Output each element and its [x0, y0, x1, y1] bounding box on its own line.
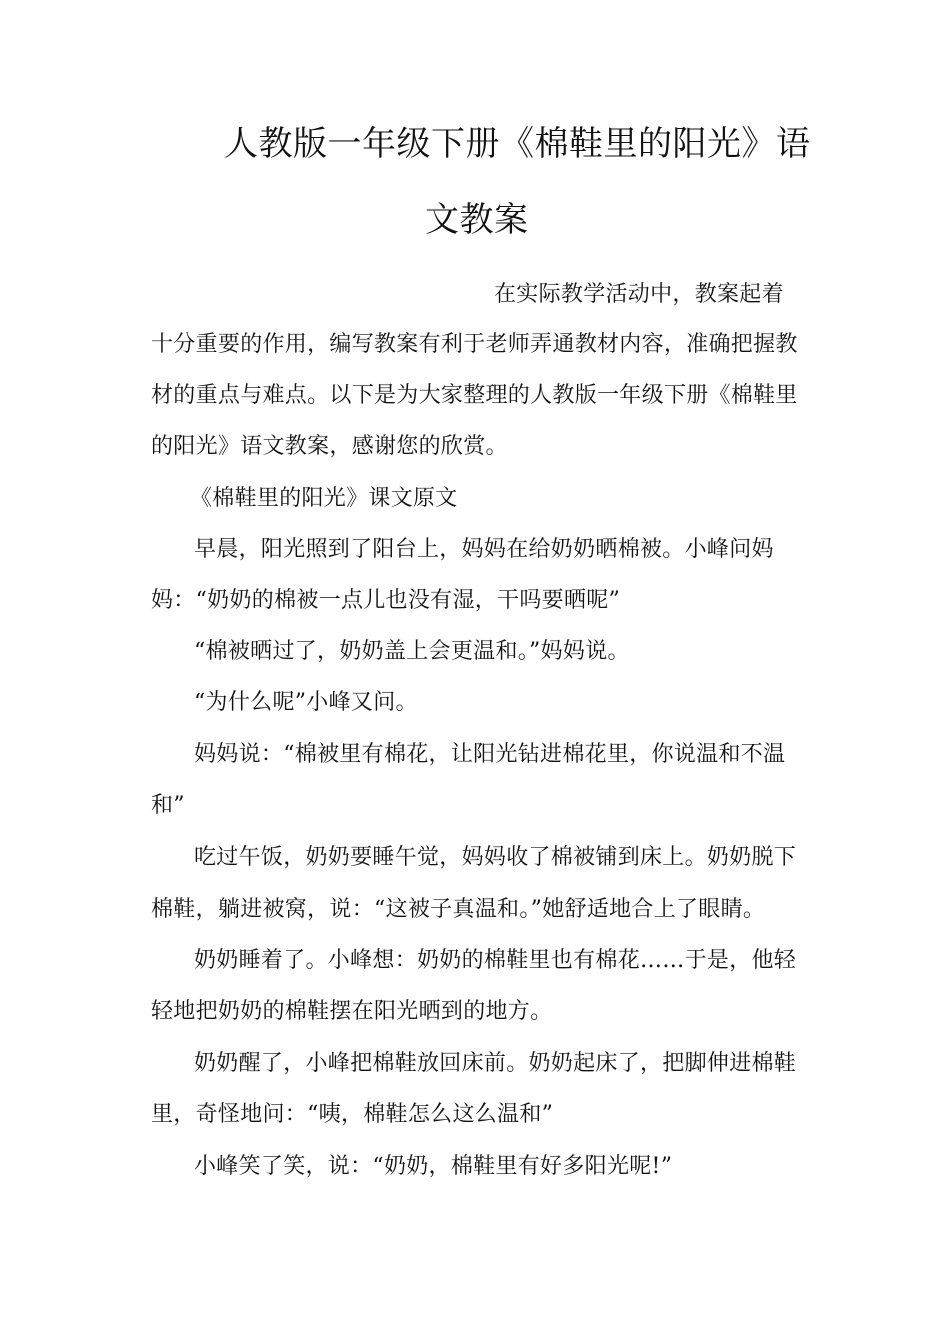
- section-heading: 《棉鞋里的阳光》课文原文: [190, 486, 458, 511]
- body-line-7: 吃过午饭，奶奶要睡午觉，妈妈收了棉被铺到床上。奶奶脱下: [194, 845, 797, 870]
- body-line-5: 妈妈说：“棉被里有棉花，让阳光钻进棉花里，你说温和不温: [194, 742, 786, 767]
- body-line-1: 早晨，阳光照到了阳台上，妈妈在给奶奶晒棉被。小峰问妈: [194, 537, 774, 562]
- document-title-line-1: 人教版一年级下册《棉鞋里的阳光》语: [224, 124, 811, 164]
- body-line-4: “为什么呢”小峰又问。: [194, 690, 418, 715]
- body-line-8: 棉鞋，躺进被窝，说：“这被子真温和。”她舒适地合上了眼睛。: [151, 897, 766, 922]
- body-line-12: 里，奇怪地问：“咦，棉鞋怎么这么温和”: [151, 1102, 554, 1127]
- intro-line-3: 材的重点与难点。以下是为大家整理的人教版一年级下册《棉鞋里: [151, 383, 798, 408]
- body-line-2: 妈：“奶奶的棉被一点儿也没有湿，干吗要晒呢”: [151, 588, 621, 613]
- body-line-6: 和”: [151, 793, 185, 818]
- body-line-9: 奶奶睡着了。小峰想：奶奶的棉鞋里也有棉花……于是，他轻: [194, 948, 797, 973]
- body-line-13: 小峰笑了笑，说：“奶奶，棉鞋里有好多阳光呢!”: [194, 1154, 673, 1179]
- intro-line-4: 的阳光》语文教案，感谢您的欣赏。: [151, 434, 508, 459]
- body-line-3: “棉被晒过了，奶奶盖上会更温和。”妈妈说。: [194, 639, 630, 664]
- body-line-10: 轻地把奶奶的棉鞋摆在阳光晒到的地方。: [151, 999, 553, 1024]
- document-title-line-2: 文教案: [425, 200, 529, 240]
- intro-line-2: 十分重要的作用，编写教案有利于老师弄通教材内容，准确把握教: [151, 332, 798, 357]
- body-line-11: 奶奶醒了，小峰把棉鞋放回床前。奶奶起床了，把脚伸进棉鞋: [194, 1051, 797, 1076]
- intro-line-1: 在实际教学活动中，教案起着: [494, 282, 784, 307]
